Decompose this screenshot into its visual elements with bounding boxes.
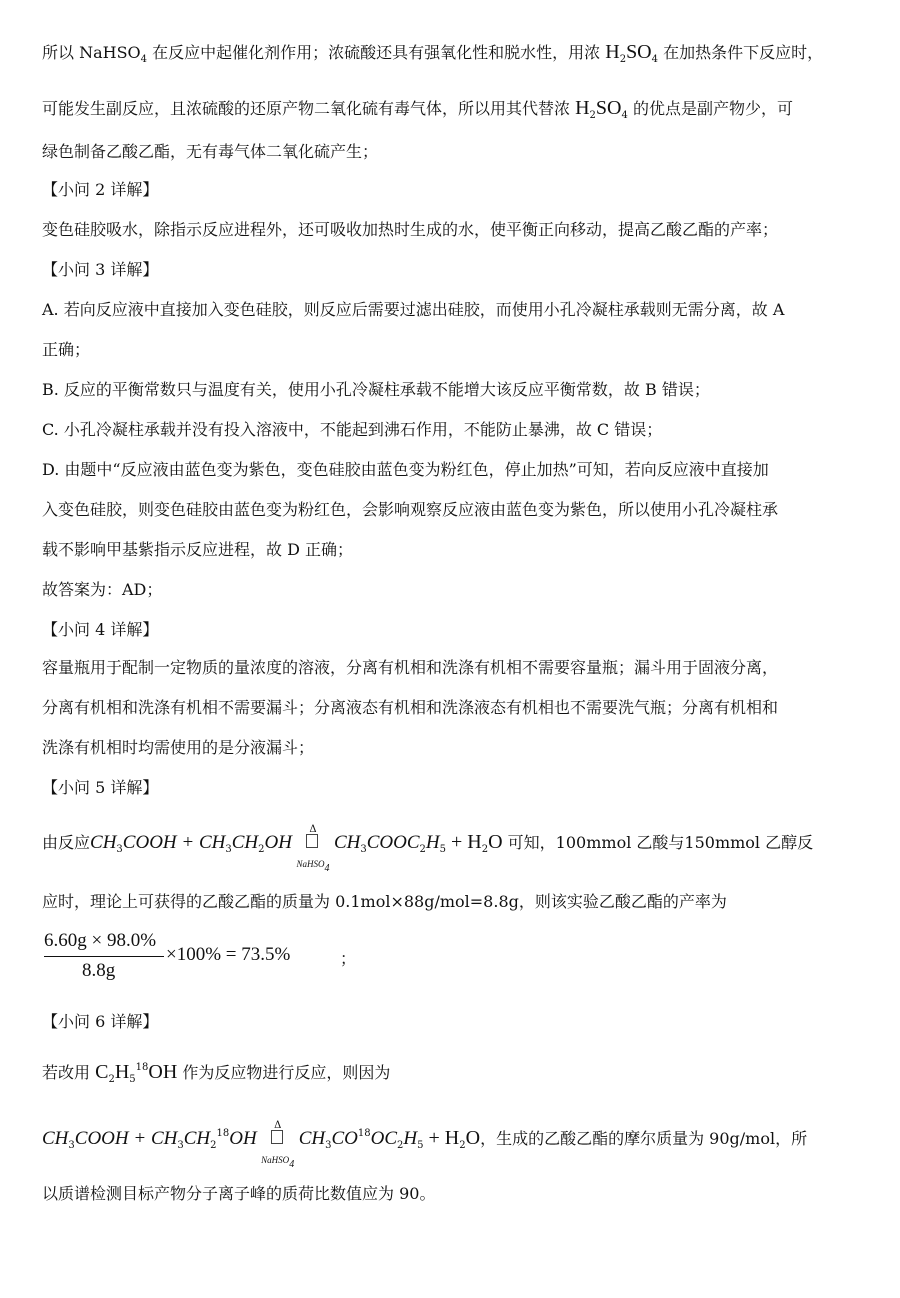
formula: COOH + CH: [74, 1128, 178, 1149]
paragraph-line-4: 变色硅胶吸水，除指示反应进程外，还可吸收加热时生成的水，使平衡正向移动，提高乙酸乙酯的产率；: [42, 220, 779, 239]
superscript: 18: [216, 1128, 230, 1139]
section-heading-4: 【小问 4 详解】: [42, 620, 159, 639]
subscript: 4: [621, 110, 628, 121]
subscript: 2: [108, 1074, 115, 1085]
text: 在加热条件下反应时，: [658, 43, 824, 62]
text: 的优点是副产物少，可: [627, 99, 793, 118]
text: 在反应中起催化剂作用；浓硫酸还具有强氧化性和脱水性，用浓: [147, 43, 606, 62]
formula: CO: [331, 1128, 358, 1149]
subscript: 4: [140, 54, 148, 65]
text: 所以 NaHSO: [42, 43, 141, 62]
formula: CH: [298, 1128, 326, 1149]
subscript: 2: [481, 844, 489, 855]
formula: OH: [148, 1061, 178, 1083]
subscript: 2: [589, 110, 596, 121]
formula: CH: [333, 832, 361, 853]
formula: + H: [446, 831, 482, 853]
text: 可知，100mmol 乙酸与150mmol 乙醇反: [502, 833, 814, 852]
formula: O: [488, 831, 503, 853]
superscript: 18: [357, 1128, 371, 1139]
text: ，生成的乙酸乙酯的摩尔质量为 90g/mol，所: [480, 1129, 808, 1148]
formula: COOH + CH: [122, 832, 226, 853]
formula: C: [95, 1061, 109, 1083]
paragraph-line-11: 载不影响甲基紫指示反应进程，故 D 正确；: [42, 540, 354, 559]
reaction-arrow-symbol: [296, 823, 330, 874]
paragraph-line-1: [42, 40, 823, 72]
fraction-result: ×100% = 73.5%: [166, 944, 291, 965]
formula: H: [575, 97, 590, 119]
text: 作为反应物进行反应，则因为: [177, 1063, 391, 1082]
fraction-numerator: 6.60g × 98.0%: [44, 930, 157, 951]
formula: CH: [183, 1128, 211, 1149]
heat-symbol: Δ: [309, 823, 317, 835]
formula: OH: [229, 1128, 257, 1149]
subscript: 4: [651, 54, 659, 65]
paragraph-line-18: 以质谱检测目标产物分子离子峰的质荷比数值应为 90。: [42, 1184, 436, 1203]
subscript: 2: [258, 844, 265, 855]
paragraph-line-2: [42, 96, 793, 128]
formula: H: [425, 832, 440, 853]
formula: H: [605, 41, 620, 63]
subscript: 3: [360, 844, 367, 855]
formula: H: [403, 1128, 418, 1149]
formula: CH: [42, 1128, 69, 1149]
paragraph-line-13: 容量瓶用于配制一定物质的量浓度的溶液，分离有机相和洗涤有机相不需要容量瓶；漏斗用于固液分离，: [42, 658, 779, 677]
subscript: 2: [459, 1140, 466, 1151]
text: 由反应: [42, 833, 91, 852]
heat-symbol: Δ: [274, 1119, 282, 1131]
formula: SO: [626, 41, 652, 63]
text: 可能发生副反应，且浓硫酸的还原产物二氧化硫有毒气体，所以用其代替浓: [42, 99, 576, 118]
subscript: 3: [325, 1140, 332, 1151]
paragraph-line-5: A. 若向反应液中直接加入变色硅胶，则反应后需要过滤出硅胶，而使用小孔冷凝柱承载则无需分离，故 A: [42, 300, 785, 319]
superscript: 18: [135, 1062, 149, 1073]
text: 若改用: [42, 1063, 96, 1082]
reaction-equation-2: [42, 1119, 808, 1170]
paragraph-line-16: 应时，理论上可获得的乙酸乙酯的质量为 0.1mol×88g/mol=8.8g，则该实验乙酸乙酯的产率为: [42, 892, 727, 911]
paragraph-line-12: 故答案为：AD；: [42, 580, 163, 599]
catalyst-label: NaHSO4: [296, 858, 330, 874]
section-heading-6: 【小问 6 详解】: [42, 1012, 159, 1031]
formula: H: [114, 1061, 130, 1083]
subscript: 3: [225, 844, 232, 855]
formula: COOC: [366, 832, 420, 853]
formula: + H: [423, 1127, 460, 1149]
section-heading-5: 【小问 5 详解】: [42, 778, 159, 797]
subscript: 5: [439, 844, 447, 855]
paragraph-line-10: 入变色硅胶，则变色硅胶由蓝色变为粉红色，会影响观察反应液由蓝色变为紫色，所以使用小孔冷凝柱承: [42, 500, 779, 519]
subscript: 5: [129, 1074, 136, 1085]
formula: OH: [264, 832, 292, 853]
subscript: 3: [68, 1140, 75, 1151]
reaction-arrow-symbol: [261, 1119, 295, 1170]
paragraph-line-17: [42, 1056, 390, 1092]
catalyst-label: NaHSO4: [261, 1154, 295, 1170]
paragraph-line-7: B. 反应的平衡常数只与温度有关，使用小孔冷凝柱承载不能增大该反应平衡常数，故 B 错误；: [42, 380, 710, 399]
reaction-equation-1: [42, 823, 814, 874]
subscript: 2: [397, 1140, 404, 1151]
section-heading-2: 【小问 2 详解】: [42, 180, 159, 199]
paragraph-line-6: 正确；: [42, 340, 91, 359]
formula: SO: [595, 97, 622, 119]
paragraph-line-9: D. 由题中“反应液由蓝色变为紫色，变色硅胶由蓝色变为粉红色，停止加热”可知，若向反应液中直接加: [42, 460, 769, 479]
paragraph-line-14: 分离有机相和洗涤有机相不需要漏斗；分离液态有机相和洗涤液态有机相也不需要洗气瓶；分离有机相和: [42, 698, 779, 717]
subscript: 2: [619, 54, 627, 65]
formula: O: [465, 1127, 481, 1149]
paragraph-line-8: C. 小孔冷凝柱承载并没有投入溶液中，不能起到沸石作用，不能防止暴沸，故 C 错误；: [42, 420, 663, 439]
section-heading-3: 【小问 3 详解】: [42, 260, 159, 279]
subscript: 2: [419, 844, 426, 855]
formula: CH: [90, 832, 117, 853]
subscript: 3: [177, 1140, 184, 1151]
subscript: 5: [417, 1140, 424, 1151]
fraction-bar: [44, 956, 164, 957]
formula: OC: [370, 1128, 398, 1149]
subscript: 2: [210, 1140, 217, 1151]
fraction-semicolon: ；: [340, 949, 357, 968]
formula: CH: [231, 832, 259, 853]
yield-fraction: [42, 930, 357, 986]
paragraph-line-3: 绿色制备乙酸乙酯，无有毒气体二氧化硫产生；: [42, 142, 379, 161]
paragraph-line-15: 洗涤有机相时均需使用的是分液漏斗；: [42, 738, 315, 757]
subscript: 3: [116, 844, 123, 855]
fraction-denominator: 8.8g: [82, 960, 116, 981]
